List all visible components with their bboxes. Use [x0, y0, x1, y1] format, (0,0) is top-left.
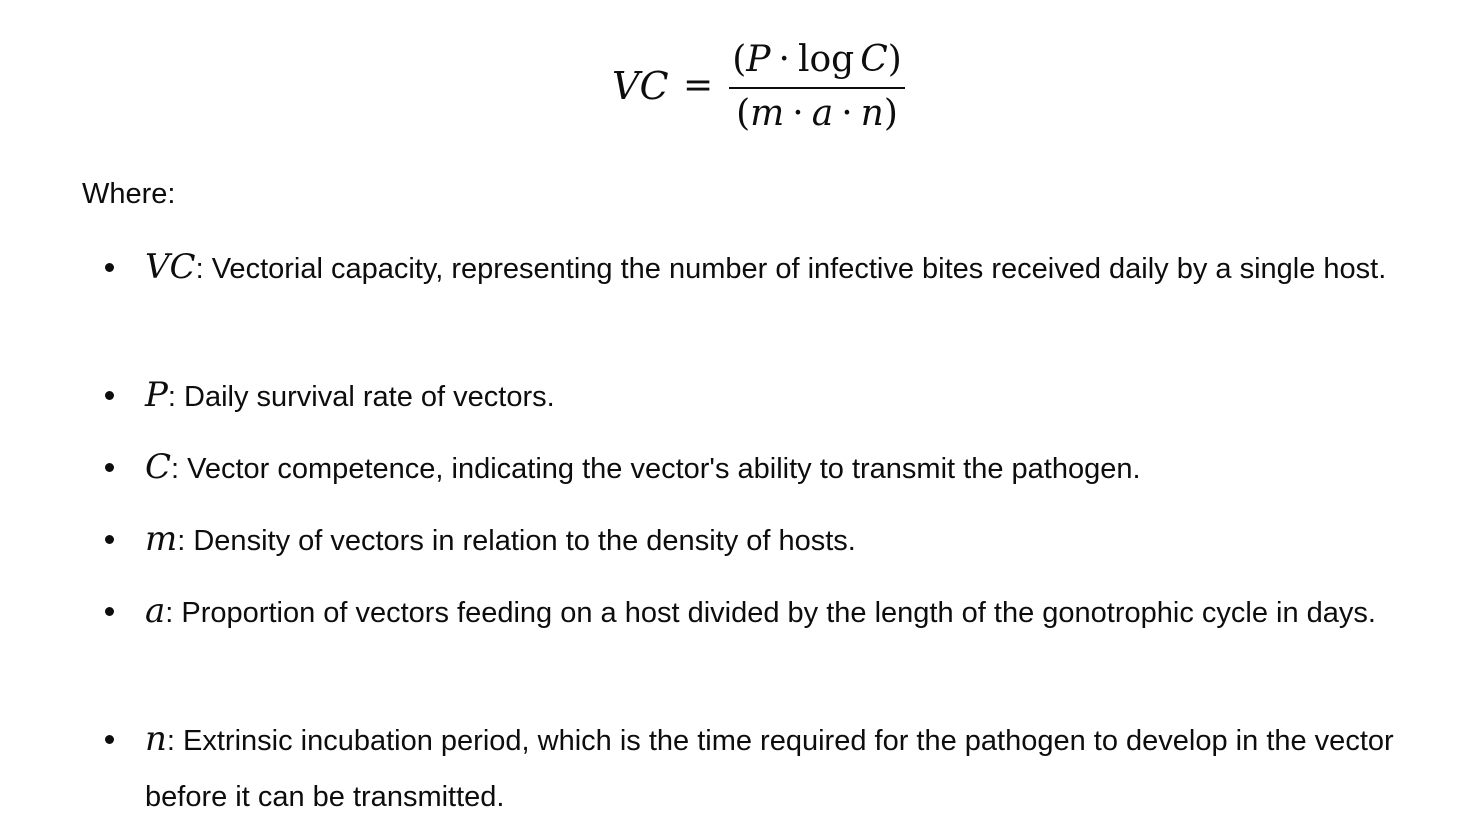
- vectorial-capacity-equation: [0, 30, 1462, 140]
- definition-item: [145, 711, 1435, 825]
- definition-symbol: C: [145, 447, 172, 487]
- where-label: Where:: [82, 178, 176, 210]
- definition-item: [145, 583, 1435, 641]
- bullet-icon: [105, 535, 114, 544]
- definition-item: [145, 367, 1435, 425]
- denominator-var-a: a: [811, 93, 834, 134]
- denominator-dot-operator-2: ·: [841, 93, 853, 134]
- equation-lhs: VC: [612, 64, 669, 108]
- definition-text: : Vector competence, indicating the vector's ability to transmit the pathogen.: [171, 453, 1141, 485]
- bullet-icon: [105, 735, 114, 744]
- numerator-var-p: P: [746, 39, 771, 80]
- equation-fraction: [729, 36, 905, 138]
- numerator-dot-operator: ·: [778, 39, 790, 80]
- bullet-icon: [105, 263, 114, 272]
- denominator-var-n: n: [860, 93, 884, 134]
- denominator-close-paren: ): [883, 93, 898, 134]
- definition-symbol: a: [145, 591, 166, 631]
- denominator-var-m: m: [750, 93, 785, 134]
- definition-symbol: VC: [145, 247, 196, 287]
- fraction-denominator: [729, 94, 905, 134]
- definition-text: : Extrinsic incubation period, which is the time required for the pathogen to develop in the vector before it can be transmitted.: [145, 725, 1394, 813]
- definition-item: [145, 439, 1435, 497]
- numerator-var-c: C: [860, 39, 888, 80]
- fraction-numerator: [729, 40, 905, 80]
- definition-text: : Proportion of vectors feeding on a host divided by the length of the gonotrophic cycle in days.: [165, 597, 1376, 629]
- equals-sign: =: [683, 65, 714, 106]
- bullet-icon: [105, 463, 114, 472]
- definition-item: [145, 511, 1435, 569]
- denominator-open-paren: (: [736, 93, 751, 134]
- definition-text: : Density of vectors in relation to the density of hosts.: [177, 525, 856, 557]
- definition-text: : Daily survival rate of vectors.: [167, 381, 555, 413]
- numerator-open-paren: (: [732, 39, 747, 80]
- definition-item: [145, 239, 1435, 297]
- bullet-icon: [105, 607, 114, 616]
- definition-symbol: m: [145, 519, 178, 559]
- fraction-bar: [729, 87, 905, 89]
- definition-symbol: P: [145, 375, 168, 415]
- definition-text: : Vectorial capacity, representing the number of infective bites received daily by a single host.: [195, 253, 1387, 285]
- bullet-icon: [105, 391, 114, 400]
- definition-symbol: n: [145, 719, 167, 759]
- numerator-close-paren: ): [887, 39, 902, 80]
- numerator-log-function: log: [797, 39, 855, 80]
- denominator-dot-operator-1: ·: [792, 93, 804, 134]
